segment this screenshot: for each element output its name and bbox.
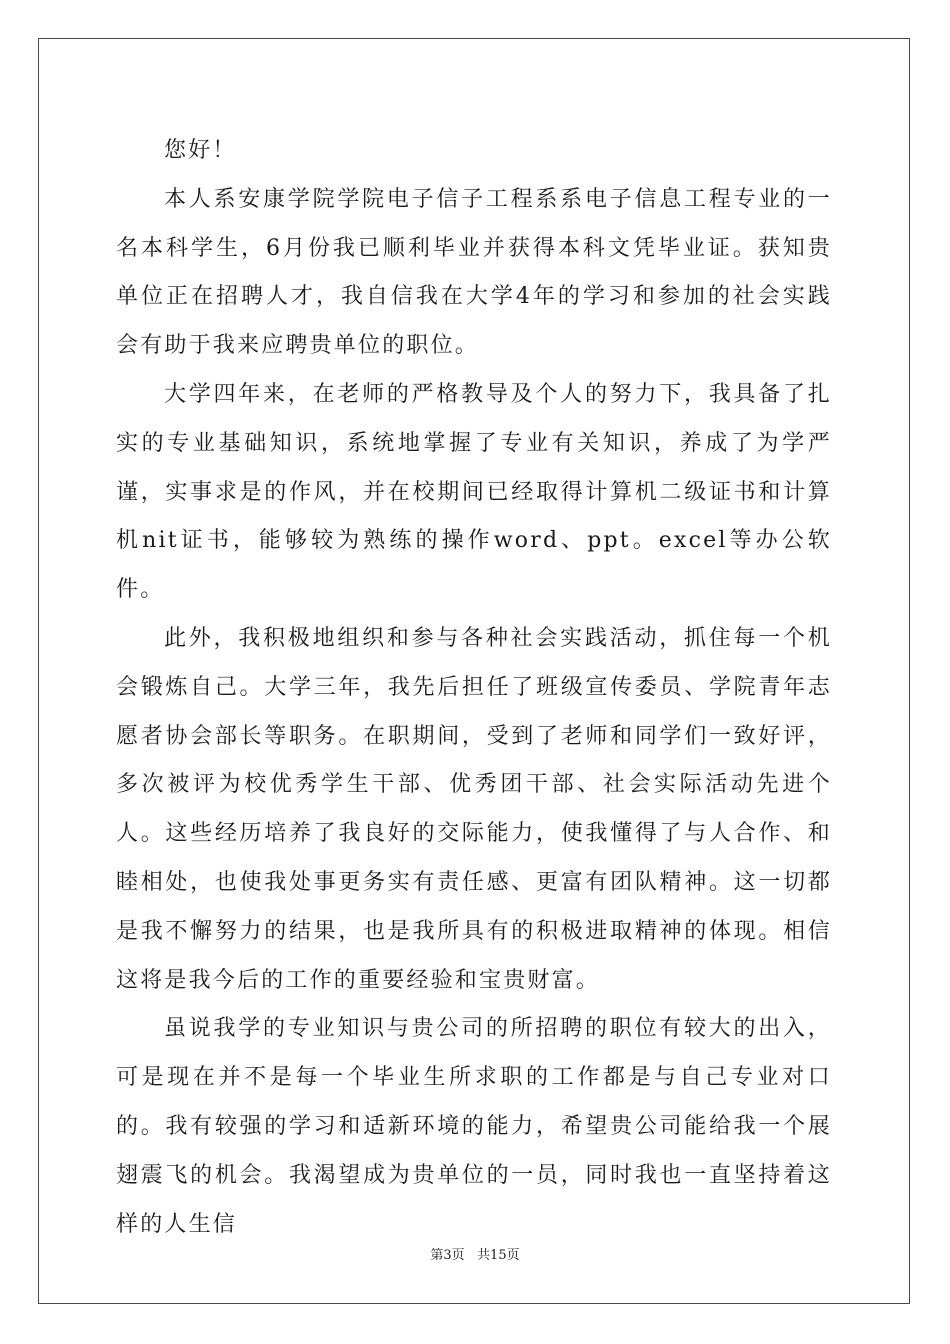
- greeting: 您好！: [164, 138, 237, 163]
- page-number: 第3页 共15页: [430, 1248, 520, 1263]
- paragraph-2: 大学四年来，在老师的严格教导及个人的努力下，我具备了扎实的专业基础知识，系统地掌握了专业有关知识，养成了为学严谨，实事求是的作风，并在校期间已经取得计算机二级证书和计算机nit证书，能够较为熟练的操作word、ppt。excel等办公软件。: [116, 381, 832, 603]
- paragraph-4: 虽说我学的专业知识与贵公司的所招聘的职位有较大的出入，可是现在并不是每一个毕业生所求职的工作都是与自己专业对口的。我有较强的学习和适新环境的能力，希望贵公司能给我一个展翅震飞的机会。我渴望成为贵单位的一员，同时我也一直坚持着这样的人生信: [116, 1016, 832, 1237]
- paragraph-3: 此外，我积极地组织和参与各种社会实践活动，抓住每一个机会锻炼自己。大学三年，我先后担任了班级宣传委员、学院青年志愿者协会部长等职务。在职期间，受到了老师和同学们一致好评，多次被评为校优秀学生干部、优秀团干部、社会实际活动先进个人。这些经历培养了我良好的交际能力，使我懂得了与人合作、和睦相处，也使我处事更务实有责任感、更富有团队精神。这一切都是我不懈努力的结果，也是我所具有的积极进取精神的体现。相信这将是我今后的工作的重要经验和宝贵财富。: [116, 625, 832, 993]
- paragraph-1: 本人系安康学院学院电子信子工程系系电子信息工程专业的一名本科学生，6月份我已顺利毕业并获得本科文凭毕业证。获知贵单位正在招聘人才，我自信我在大学4年的学习和参加的社会实践会有助于我来应聘贵单位的职位。: [116, 186, 832, 359]
- document-body: [116, 127, 832, 1249]
